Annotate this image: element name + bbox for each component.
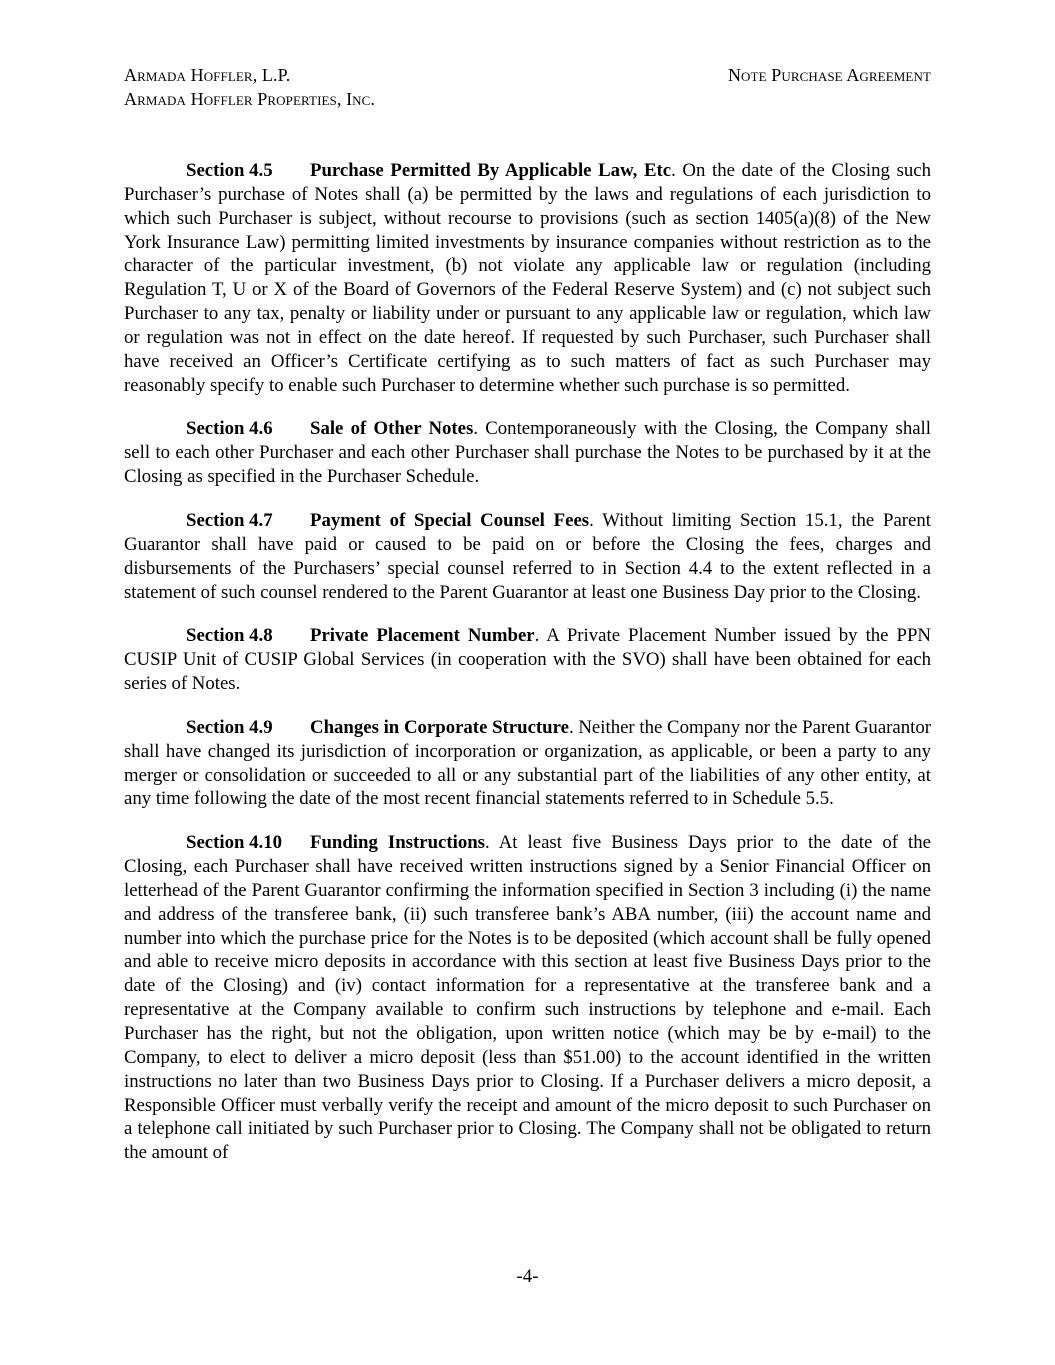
section-4-7 bbox=[124, 509, 931, 604]
section-4-10 bbox=[124, 831, 931, 1165]
header-document-title: Note Purchase Agreement bbox=[727, 65, 931, 85]
section-text: . Neither the Company nor the Parent Guarantor shall have changed its jurisdiction of incorporation or organization, as applicable, or been a party to any merger or consolidation or succeeded to all or any substantial part of the liabilities of any other entity, at any time following the date of the most recent financial statements referred to in Schedule 5.5. bbox=[124, 716, 932, 810]
document-body bbox=[124, 159, 931, 1185]
section-title: Purchase Permitted By Applicable Law, Etc bbox=[310, 160, 672, 181]
page-number: -4- bbox=[516, 1266, 539, 1287]
section-number: Section 4.7 bbox=[186, 509, 273, 531]
section-number: Section 4.8 bbox=[186, 625, 273, 647]
section-number: Section 4.5 bbox=[186, 160, 273, 181]
header-company-1: Armada Hoffler, L.P. bbox=[124, 65, 291, 85]
section-4-6 bbox=[124, 417, 931, 489]
section-4-9 bbox=[124, 716, 931, 811]
section-text: . On the date of the Closing such Purchaser’s purchase of Notes shall (a) be permitted by the laws and regulations of each jurisdiction to which such Purchaser is subject, without recourse to provisions (such as section 1405(a)(8) of the New York Insurance Law) permitting limited investments by insurance companies without restriction as to the character of the particular investment, (b) not violate any applicable law or regulation (including Regulation T, U or X of the Board of Governors of the Federal Reserve System) and (c) not subject such Purchaser to any tax, penalty or liability under or pursuant to any applicable law or regulation, which law or regulation was not in effect on the date hereof. If requested by such Purchaser, such Purchaser shall have received an Officer’s Certificate certifying as to such matters of fact as such Purchaser may reasonably specify to enable such Purchaser to determine whether such purchase is so permitted. bbox=[124, 160, 931, 396]
section-4-5 bbox=[124, 159, 931, 397]
section-title: Funding Instructions bbox=[310, 832, 485, 854]
section-text: . Contemporaneously with the Closing, the Company shall sell to each other Purchaser and each other Purchaser shall purchase the Notes to be purchased by it at the Closing as specified in the Purchaser Schedule. bbox=[124, 418, 931, 488]
section-title: Sale of Other Notes bbox=[310, 418, 474, 440]
section-text: . Without limiting Section 15.1, the Parent Guarantor shall have paid or caused to be paid on or before the Closing the fees, charges and disbursements of the Purchasers’ special counsel referred to in Section 4.4 to the extent reflected in a statement of such counsel rendered to the Parent Guarantor at least one Business Day prior to the Closing. bbox=[124, 509, 931, 603]
section-title: Private Placement Number bbox=[310, 625, 535, 647]
section-number: Section 4.9 bbox=[186, 716, 273, 738]
section-number: Section 4.6 bbox=[186, 418, 273, 440]
header-company-2: Armada Hoffler Properties, Inc. bbox=[124, 89, 376, 109]
section-title: Changes in Corporate Structure bbox=[310, 716, 569, 738]
section-text: . At least five Business Days prior to the date of the Closing, each Purchaser shall have received written instructions signed by a Senior Financial Officer on letterhead of the Parent Guarantor confirming the information specified in Section 3 including (i) the name and address of the transferee bank, (ii) such transferee bank’s ABA number, (iii) the account name and number into which the purchase price for the Notes is to be deposited (which account shall be fully opened and able to receive micro deposits in accordance with this section at least five Business Days prior to the date of the Closing) and (iv) contact information for a representative at the transferee bank and a representative at the Company available to confirm such instructions by telephone and e-mail. Each Purchaser has the right, but not the obligation, upon written notice (which may be by e-mail) to the Company, to elect to deliver a micro deposit (less than $51.00) to the account identified in the written instructions no later than two Business Days prior to Closing. If a Purchaser delivers a micro deposit, a Responsible Officer must verbally verify the receipt and amount of the micro deposit to such Purchaser on a telephone call initiated by such Purchaser prior to Closing. The Company shall not be obligated to return the amount of bbox=[124, 832, 932, 1164]
section-title: Payment of Special Counsel Fees bbox=[310, 509, 590, 531]
section-number: Section 4.10 bbox=[186, 832, 282, 854]
section-4-8 bbox=[124, 624, 931, 696]
section-text: . A Private Placement Number issued by the PPN CUSIP Unit of CUSIP Global Services (in cooperation with the SVO) shall have been obtained for each series of Notes. bbox=[124, 625, 931, 695]
header-left bbox=[124, 63, 375, 111]
